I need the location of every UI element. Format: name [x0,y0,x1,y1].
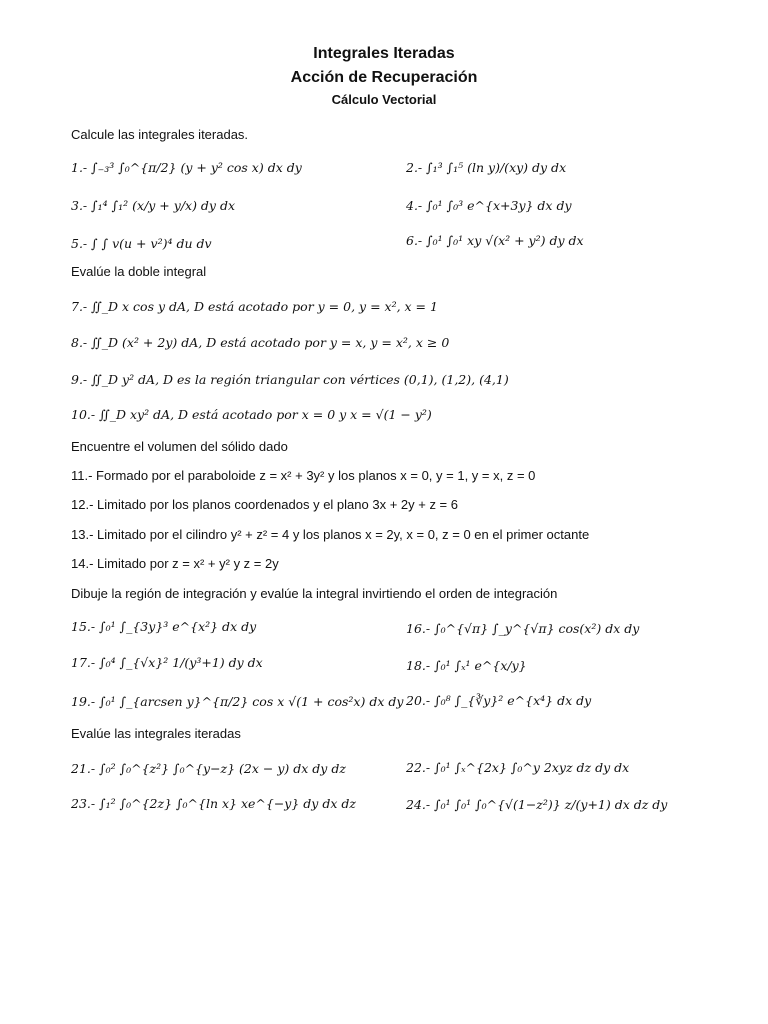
section-heading-iterated: Calcule las integrales iteradas. [71,127,249,142]
problem-10: 10.- ∬_D xy² dA, D está acotado por x = 0 y x = √(1 − y²) [71,407,432,422]
problem-16: 16.- ∫₀^{√π} ∫_y^{√π} cos(x²) dx dy [406,621,640,636]
problem-11: 11.- Formado por el paraboloide z = x² + 3y² y los planos x = 0, y = 1, y = x, z = 0 [71,468,536,483]
problem-1: 1.- ∫₋₃³ ∫₀^{π/2} (y + y² cos x) dx dy [71,160,302,175]
problem-6: 6.- ∫₀¹ ∫₀¹ xy √(x² + y²) dy dx [406,233,584,248]
section-heading-triple: Evalúe las integrales iteradas [71,726,241,741]
problem-3: 3.- ∫₁⁴ ∫₁² (x/y + y/x) dy dx [71,198,236,213]
problem-23: 23.- ∫₁² ∫₀^{2z} ∫₀^{ln x} xe^{−y} dy dx dz [71,796,356,811]
problem-20: 20.- ∫₀⁸ ∫_{∛y}² e^{x⁴} dx dy [406,693,592,708]
problem-9: 9.- ∬_D y² dA, D es la región triangular con vértices (0,1), (1,2), (4,1) [71,372,509,387]
problem-17: 17.- ∫₀⁴ ∫_{√x}² 1/(y³+1) dy dx [71,655,263,670]
page-subtitle: Acción de Recuperación [290,69,478,86]
section-heading-volume: Encuentre el volumen del sólido dado [71,439,288,454]
problem-13: 13.- Limitado por el cilindro y² + z² = 4 y los planos x = 2y, x = 0, z = 0 en el primer octante [71,527,590,542]
problem-5: 5.- ∫ ∫ v(u + v²)⁴ du dv [71,236,212,251]
course-name: Cálculo Vectorial [331,92,437,107]
problem-15: 15.- ∫₀¹ ∫_{3y}³ e^{x²} dx dy [71,619,257,634]
problem-8: 8.- ∬_D (x² + 2y) dA, D está acotado por y = x, y = x², x ≥ 0 [71,335,450,350]
problem-18: 18.- ∫₀¹ ∫ₓ¹ e^{x/y} [406,658,527,673]
problem-12: 12.- Limitado por los planos coordenados y el plano 3x + 2y + z = 6 [71,497,458,512]
section-heading-double: Evalúe la doble integral [71,264,207,279]
problem-22: 22.- ∫₀¹ ∫ₓ^{2x} ∫₀^y 2xyz dz dy dx [406,760,630,775]
page-title: Integrales Iteradas [313,45,455,62]
section-heading-reverse-order: Dibuje la región de integración y evalúe la integral invirtiendo el orden de integración [71,586,558,601]
problem-4: 4.- ∫₀¹ ∫₀³ e^{x+3y} dx dy [406,198,572,213]
problem-19: 19.- ∫₀¹ ∫_{arcsen y}^{π/2} cos x √(1 + cos²x) dx dy [71,694,404,709]
problem-21: 21.- ∫₀² ∫₀^{z²} ∫₀^{y−z} (2x − y) dx dy dz [71,761,346,776]
problem-7: 7.- ∬_D x cos y dA, D está acotado por y = 0, y = x², x = 1 [71,299,438,314]
problem-24: 24.- ∫₀¹ ∫₀¹ ∫₀^{√(1−z²)} z/(y+1) dx dz dy [406,797,668,812]
problem-2: 2.- ∫₁³ ∫₁⁵ (ln y)/(xy) dy dx [406,160,567,175]
problem-14: 14.- Limitado por z = x² + y² y z = 2y [71,556,279,571]
